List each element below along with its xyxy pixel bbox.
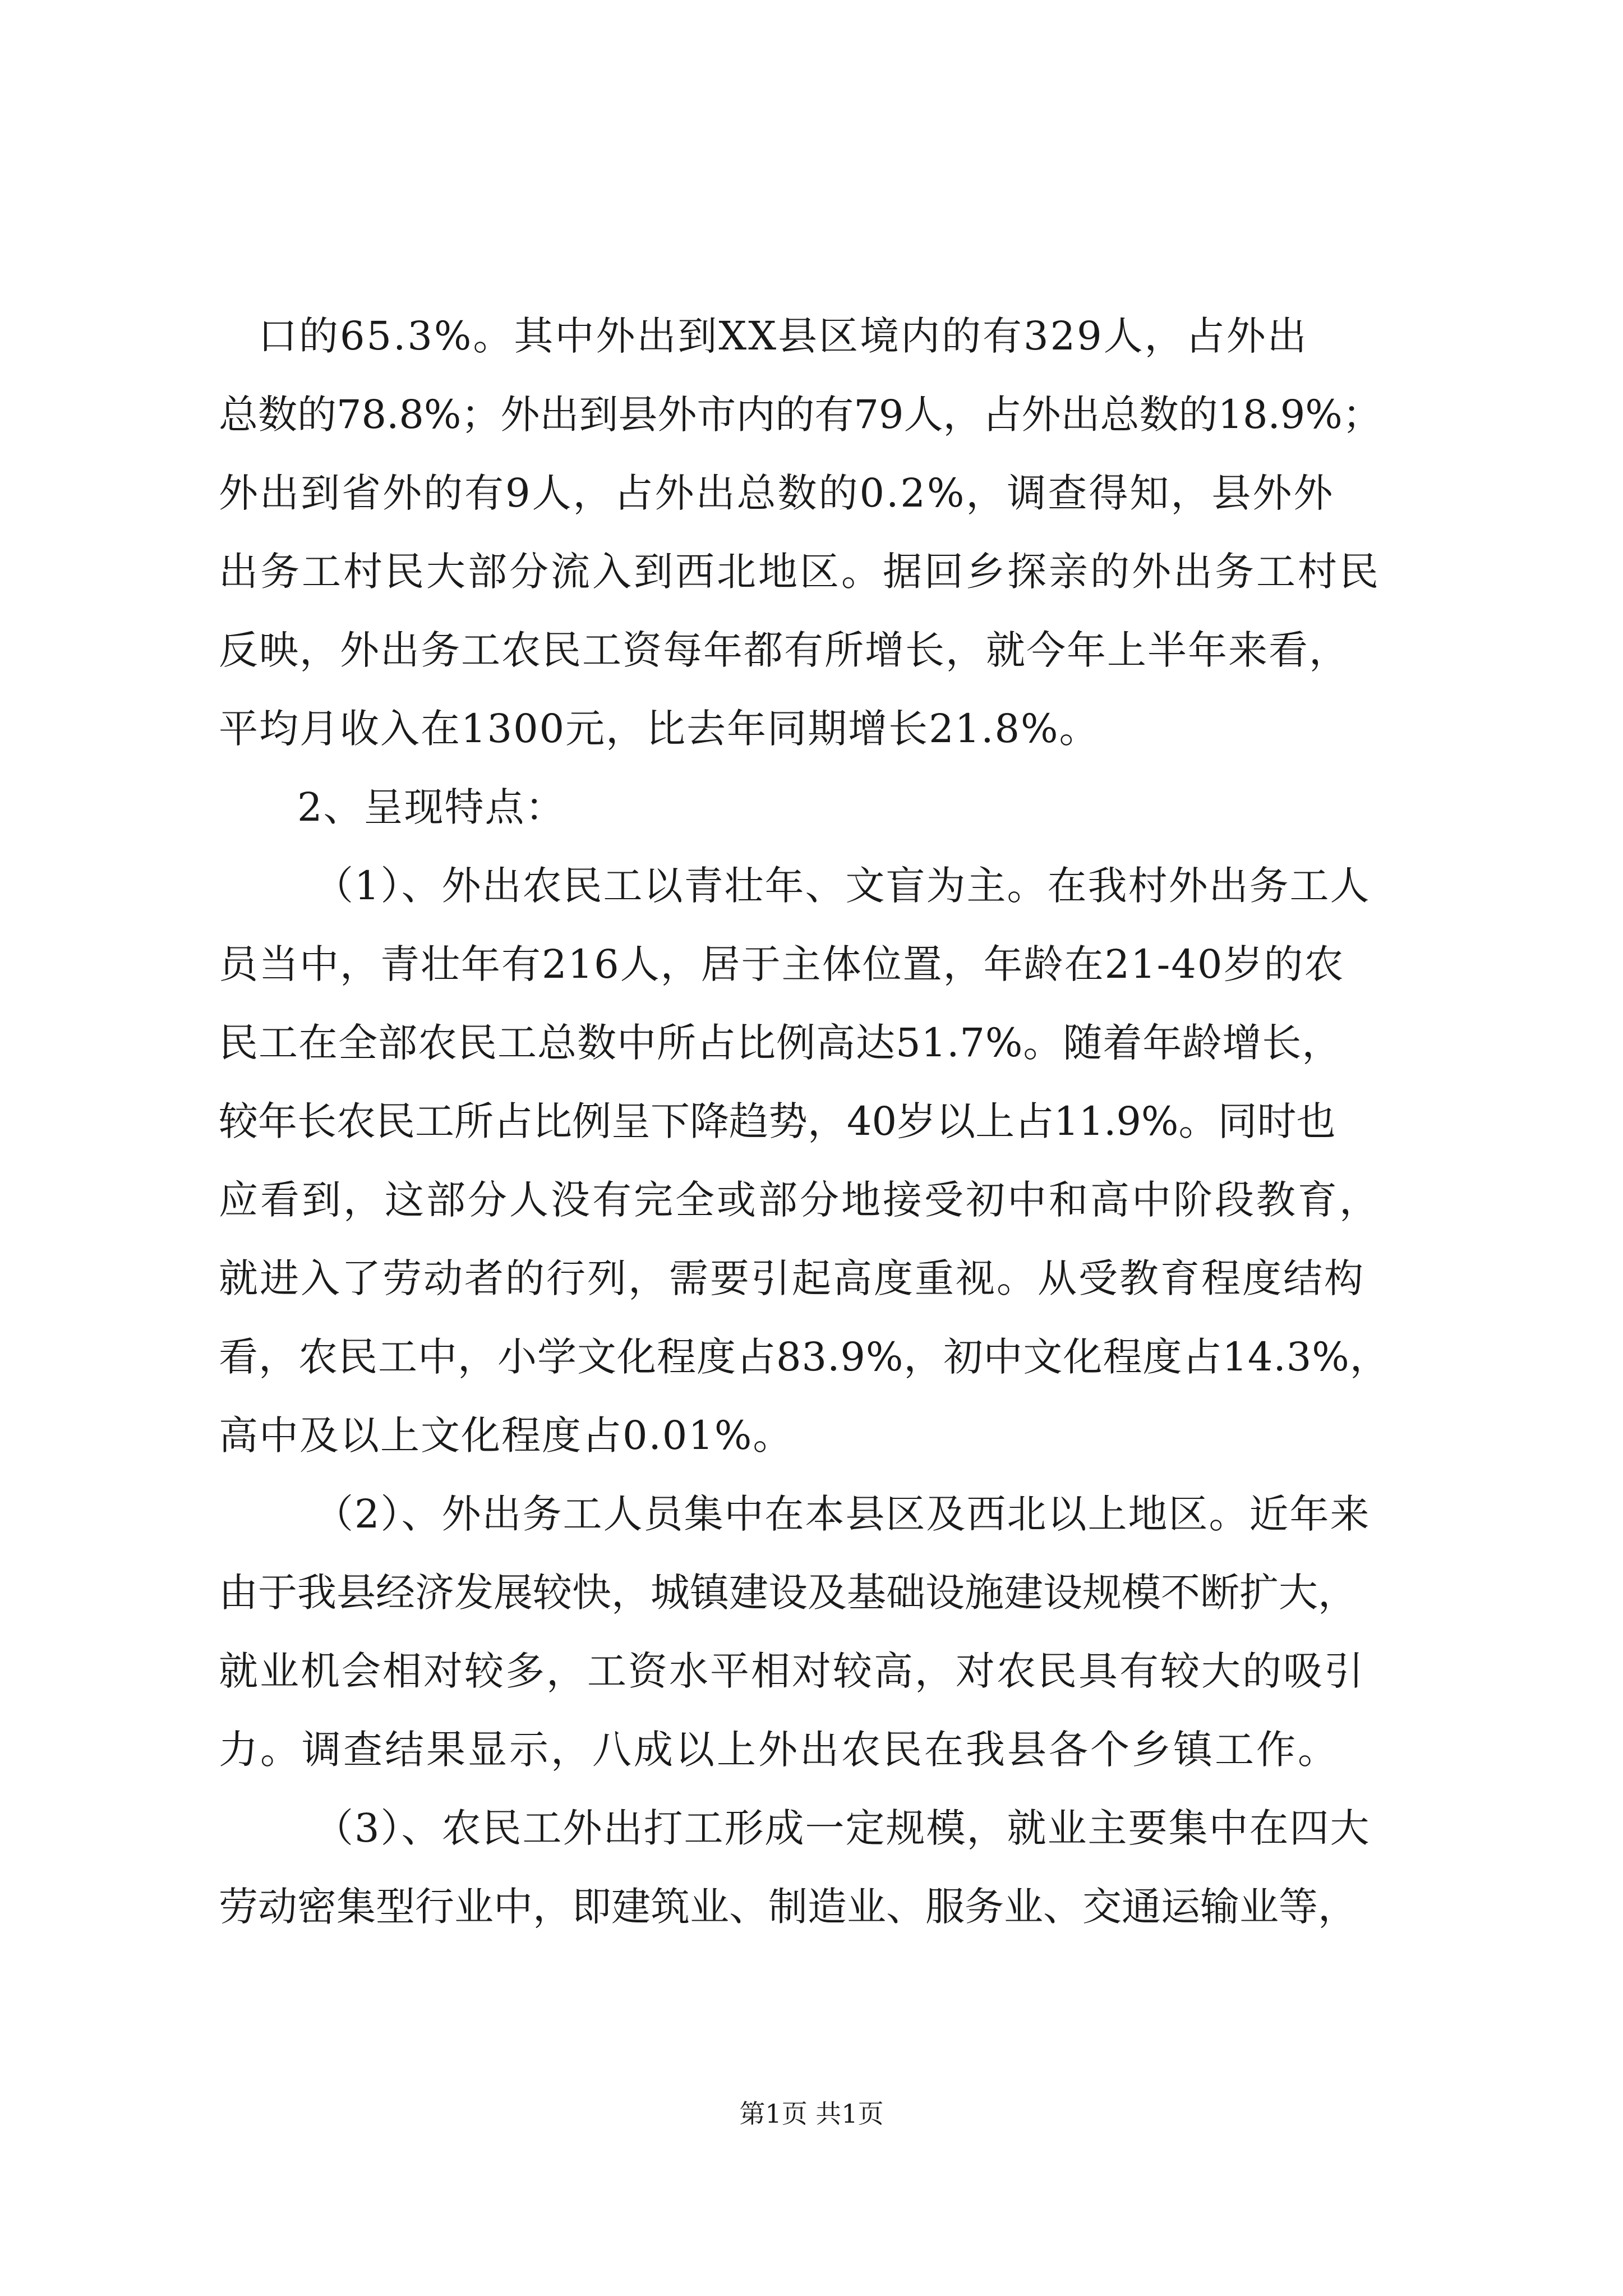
text-line: 员当中，青壮年有216人，居于主体位置，年龄在21-40岁的农	[219, 941, 1345, 987]
page-footer: 第1页 共1页	[739, 2099, 884, 2129]
text-line: 看，农民工中，小学文化程度占83.9%，初中文化程度占14.3%，	[219, 1334, 1390, 1380]
text-line: 外出到省外的有9人，占外出总数的0.2%，调查得知，县外外	[219, 470, 1335, 516]
text-line: 由于我县经济发展较快，城镇建设及基础设施建设规模不断扩大，	[219, 1570, 1357, 1616]
text-line: 出务工村民大部分流入到西北地区。据回乡探亲的外出务工村民	[219, 549, 1381, 595]
text-line: 较年长农民工所占比例呈下降趋势，40岁以上占11.9%。同时也	[219, 1098, 1336, 1144]
text-line: 力。调查结果显示，八成以上外出农民在我县各个乡镇工作。	[219, 1727, 1339, 1773]
section-heading: 2、呈现特点：	[297, 784, 566, 830]
text-line: 劳动密集型行业中，即建筑业、制造业、服务业、交通运输业等，	[219, 1884, 1357, 1930]
text-line: 就业机会相对较多，工资水平相对较高，对农民具有较大的吸引	[219, 1648, 1365, 1694]
text-line: 口的65.3%。其中外出到XX县区境内的有329人，占外出	[258, 313, 1308, 359]
text-line: （2）、外出务工人员集中在本县区及西北以上地区。近年来	[314, 1491, 1371, 1537]
text-line: （1）、外出农民工以青壮年、文盲为主。在我村外出务工人	[314, 863, 1371, 909]
text-line: 应看到，这部分人没有完全或部分地接受初中和高中阶段教育，	[219, 1177, 1381, 1223]
text-line: 平均月收入在1300元，比去年同期增长21.8%。	[219, 706, 1100, 752]
text-line: 就进入了劳动者的行列，需要引起高度重视。从受教育程度结构	[219, 1255, 1365, 1301]
text-line: 民工在全部农民工总数中所占比例高达51.7%。随着年龄增长，	[219, 1020, 1342, 1066]
text-line: 反映，外出务工农民工资每年都有所增长，就今年上半年来看，	[219, 627, 1349, 673]
text-line: 总数的78.8%；外出到县外市内的有79人，占外出总数的18.9%；	[219, 392, 1382, 438]
text-line: 高中及以上文化程度占0.01%。	[219, 1412, 794, 1458]
text-line: （3）、农民工外出打工形成一定规模，就业主要集中在四大	[314, 1805, 1371, 1851]
